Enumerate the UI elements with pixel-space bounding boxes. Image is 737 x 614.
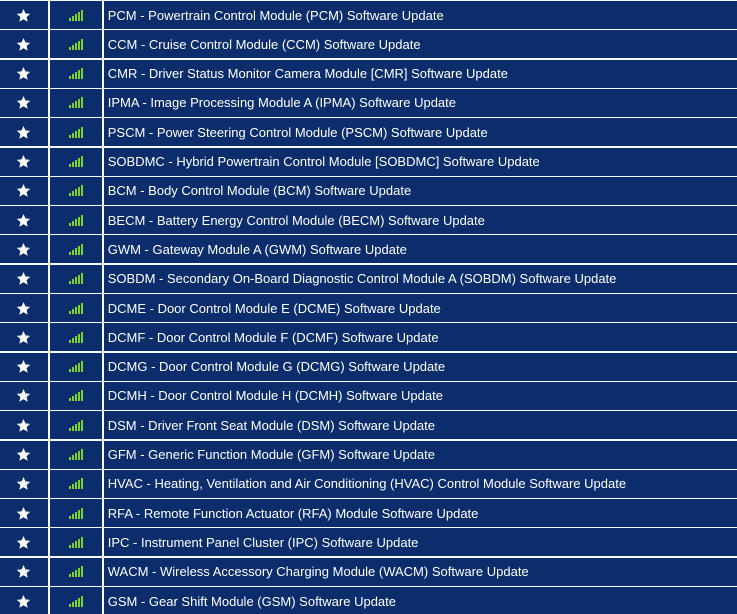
favorite-toggle[interactable] (0, 1, 48, 29)
module-title[interactable]: PSCM - Power Steering Control Module (PSCM) Software Update (104, 118, 737, 146)
module-title[interactable]: DCMG - Door Control Module G (DCMG) Software Update (104, 353, 737, 381)
signal-strength-icon (69, 420, 83, 431)
signal-cell (50, 382, 102, 410)
favorite-toggle[interactable] (0, 499, 48, 527)
star-icon (16, 183, 31, 198)
signal-strength-icon (69, 332, 83, 343)
module-title[interactable]: WACM - Wireless Accessory Charging Module (WACM) Software Update (104, 558, 737, 586)
signal-strength-icon (69, 156, 83, 167)
module-row[interactable] (0, 558, 737, 586)
module-row[interactable] (0, 148, 737, 176)
module-title[interactable]: SOBDMC - Hybrid Powertrain Control Module [SOBDMC] Software Update (104, 148, 737, 176)
module-row[interactable] (0, 118, 737, 146)
favorite-toggle[interactable] (0, 30, 48, 58)
signal-cell (50, 89, 102, 117)
module-row[interactable] (0, 382, 737, 410)
signal-cell (50, 441, 102, 469)
module-row[interactable] (0, 499, 737, 527)
signal-strength-icon (69, 68, 83, 79)
star-icon (16, 388, 31, 403)
signal-strength-icon (69, 390, 83, 401)
favorite-toggle[interactable] (0, 206, 48, 234)
star-icon (16, 95, 31, 110)
signal-strength-icon (69, 10, 83, 21)
star-icon (16, 564, 31, 579)
module-row[interactable] (0, 206, 737, 234)
signal-cell (50, 118, 102, 146)
star-icon (16, 66, 31, 81)
signal-strength-icon (69, 449, 83, 460)
star-icon (16, 37, 31, 52)
module-title[interactable]: CMR - Driver Status Monitor Camera Module [CMR] Software Update (104, 60, 737, 88)
signal-strength-icon (69, 273, 83, 284)
module-title[interactable]: BCM - Body Control Module (BCM) Software Update (104, 177, 737, 205)
module-title[interactable]: RFA - Remote Function Actuator (RFA) Module Software Update (104, 499, 737, 527)
signal-cell (50, 206, 102, 234)
module-row[interactable] (0, 60, 737, 88)
favorite-toggle[interactable] (0, 382, 48, 410)
favorite-toggle[interactable] (0, 235, 48, 263)
signal-cell (50, 60, 102, 88)
signal-cell (50, 558, 102, 586)
star-icon (16, 594, 31, 609)
favorite-toggle[interactable] (0, 265, 48, 293)
module-title[interactable]: IPC - Instrument Panel Cluster (IPC) Software Update (104, 528, 737, 556)
star-icon (16, 213, 31, 228)
favorite-toggle[interactable] (0, 558, 48, 586)
module-row[interactable] (0, 587, 737, 614)
signal-cell (50, 353, 102, 381)
signal-cell (50, 411, 102, 439)
module-title[interactable]: BECM - Battery Energy Control Module (BECM) Software Update (104, 206, 737, 234)
module-title[interactable]: SOBDM - Secondary On-Board Diagnostic Control Module A (SOBDM) Software Update (104, 265, 737, 293)
module-row[interactable] (0, 89, 737, 117)
module-title[interactable]: HVAC - Heating, Ventilation and Air Conditioning (HVAC) Control Module Software Update (104, 470, 737, 498)
signal-cell (50, 30, 102, 58)
signal-cell (50, 470, 102, 498)
star-icon (16, 154, 31, 169)
star-icon (16, 330, 31, 345)
favorite-toggle[interactable] (0, 441, 48, 469)
module-title[interactable]: GSM - Gear Shift Module (GSM) Software Update (104, 587, 737, 614)
signal-cell (50, 323, 102, 351)
favorite-toggle[interactable] (0, 323, 48, 351)
favorite-toggle[interactable] (0, 294, 48, 322)
favorite-toggle[interactable] (0, 353, 48, 381)
favorite-toggle[interactable] (0, 60, 48, 88)
star-icon (16, 271, 31, 286)
signal-strength-icon (69, 566, 83, 577)
favorite-toggle[interactable] (0, 470, 48, 498)
module-row[interactable] (0, 294, 737, 322)
favorite-toggle[interactable] (0, 528, 48, 556)
signal-cell (50, 265, 102, 293)
module-row[interactable] (0, 470, 737, 498)
signal-strength-icon (69, 185, 83, 196)
module-row[interactable] (0, 323, 737, 351)
signal-cell (50, 148, 102, 176)
module-row[interactable] (0, 265, 737, 293)
module-row[interactable] (0, 441, 737, 469)
module-row[interactable] (0, 411, 737, 439)
module-title[interactable]: PCM - Powertrain Control Module (PCM) Software Update (104, 1, 737, 29)
signal-strength-icon (69, 215, 83, 226)
module-row[interactable] (0, 177, 737, 205)
module-row[interactable] (0, 528, 737, 556)
star-icon (16, 8, 31, 23)
module-title[interactable]: DCMH - Door Control Module H (DCMH) Software Update (104, 382, 737, 410)
signal-strength-icon (69, 244, 83, 255)
signal-cell (50, 294, 102, 322)
signal-cell (50, 528, 102, 556)
favorite-toggle[interactable] (0, 148, 48, 176)
star-icon (16, 476, 31, 491)
star-icon (16, 359, 31, 374)
star-icon (16, 447, 31, 462)
module-row[interactable] (0, 353, 737, 381)
star-icon (16, 506, 31, 521)
signal-strength-icon (69, 508, 83, 519)
favorite-toggle[interactable] (0, 411, 48, 439)
signal-strength-icon (69, 478, 83, 489)
signal-strength-icon (69, 97, 83, 108)
module-row[interactable] (0, 30, 737, 58)
signal-strength-icon (69, 361, 83, 372)
module-title[interactable]: DSM - Driver Front Seat Module (DSM) Software Update (104, 411, 737, 439)
star-icon (16, 301, 31, 316)
signal-cell (50, 1, 102, 29)
star-icon (16, 535, 31, 550)
signal-strength-icon (69, 127, 83, 138)
star-icon (16, 242, 31, 257)
favorite-toggle[interactable] (0, 177, 48, 205)
star-icon (16, 125, 31, 140)
signal-cell (50, 587, 102, 614)
signal-strength-icon (69, 303, 83, 314)
favorite-toggle[interactable] (0, 587, 48, 614)
module-title[interactable]: GFM - Generic Function Module (GFM) Software Update (104, 441, 737, 469)
module-title[interactable]: DCME - Door Control Module E (DCME) Software Update (104, 294, 737, 322)
signal-cell (50, 499, 102, 527)
star-icon (16, 418, 31, 433)
favorite-toggle[interactable] (0, 118, 48, 146)
module-title[interactable]: IPMA - Image Processing Module A (IPMA) Software Update (104, 89, 737, 117)
module-title[interactable]: DCMF - Door Control Module F (DCMF) Software Update (104, 323, 737, 351)
signal-cell (50, 177, 102, 205)
signal-strength-icon (69, 537, 83, 548)
favorite-toggle[interactable] (0, 89, 48, 117)
signal-strength-icon (69, 596, 83, 607)
module-row[interactable] (0, 1, 737, 29)
signal-strength-icon (69, 39, 83, 50)
module-row[interactable] (0, 235, 737, 263)
module-title[interactable]: GWM - Gateway Module A (GWM) Software Update (104, 235, 737, 263)
signal-cell (50, 235, 102, 263)
module-title[interactable]: CCM - Cruise Control Module (CCM) Software Update (104, 30, 737, 58)
